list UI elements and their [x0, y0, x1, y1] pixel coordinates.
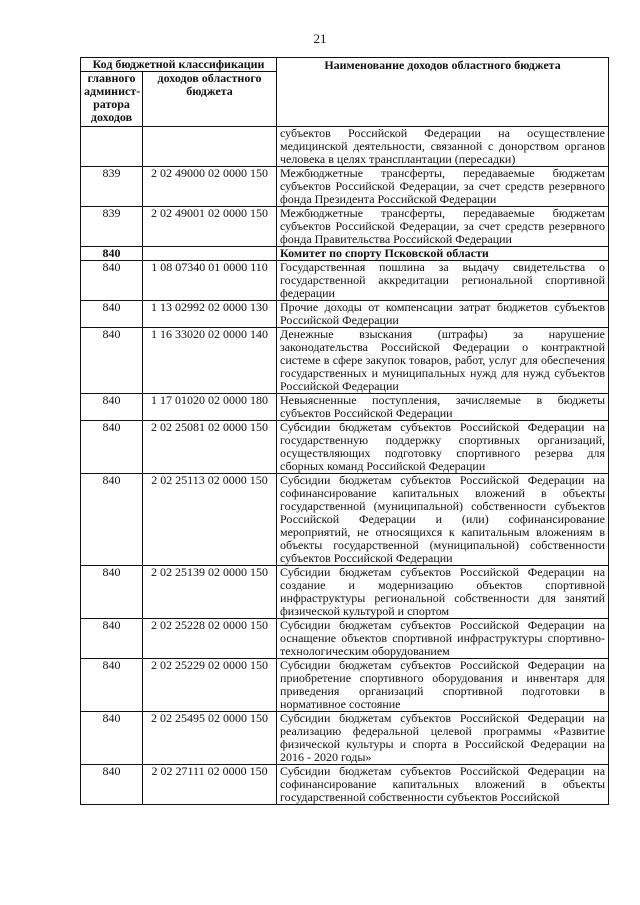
revenue-code-cell: [143, 127, 277, 167]
revenue-name-cell: Субсидии бюджетам субъектов Российской Федерации на создание и модернизацию объектов спортивной инфраструктуры региональной собственности для занятий физической культурой и спортом: [277, 566, 609, 619]
revenue-classification-table: [80, 57, 609, 805]
admin-code-cell: 839: [81, 167, 143, 207]
table-row: [81, 566, 609, 619]
table-row: [81, 261, 609, 301]
revenue-code-cell: [143, 247, 277, 261]
revenue-name-cell: Субсидии бюджетам субъектов Российской Федерации на приобретение спортивного оборудования и инвентаря для приведения организаций спортивной подготовки в нормативное состояние: [277, 659, 609, 712]
header-regional-revenue-code: доходов областного бюджета: [143, 72, 277, 127]
revenue-code-cell: 2 02 25113 02 0000 150: [143, 474, 277, 566]
revenue-code-cell: 2 02 25228 02 0000 150: [143, 619, 277, 659]
revenue-name-cell: Денежные взыскания (штрафы) за нарушение законодательства Российской Федерации о контрактной системе в сфере закупок товаров, работ, услуг для обеспечения государственных и муниципальных нужд для нужд субъектов Российской Федерации: [277, 328, 609, 394]
admin-code-cell: 840: [81, 261, 143, 301]
admin-code-cell: [81, 127, 143, 167]
admin-code-cell: 840: [81, 474, 143, 566]
admin-code-cell: 840: [81, 394, 143, 421]
admin-code-cell: 840: [81, 247, 143, 261]
revenue-name-cell: Государственная пошлина за выдачу свидетельства о государственной аккредитации региональной спортивной федерации: [277, 261, 609, 301]
revenue-code-cell: 1 17 01020 02 0000 180: [143, 394, 277, 421]
table-row: [81, 394, 609, 421]
revenue-code-cell: 1 16 33020 02 0000 140: [143, 328, 277, 394]
revenue-code-cell: 1 13 02992 02 0000 130: [143, 301, 277, 328]
revenue-name-cell: Субсидии бюджетам субъектов Российской Федерации на оснащение объектов спортивной инфраструктуры спортивно-технологическим оборудованием: [277, 619, 609, 659]
revenue-name-cell: субъектов Российской Федерации на осуществление медицинской деятельности, связанной с донорством органов человека в целях трансплантации (пересадки): [277, 127, 609, 167]
admin-code-cell: 840: [81, 566, 143, 619]
revenue-name-cell: Субсидии бюджетам субъектов Российской Федерации на государственную поддержку спортивных организаций, осуществляющих подготовку спортивного резерва для сборных команд Российской Федерации: [277, 421, 609, 474]
revenue-code-cell: 2 02 25139 02 0000 150: [143, 566, 277, 619]
revenue-code-cell: 2 02 25081 02 0000 150: [143, 421, 277, 474]
revenue-name-cell: Прочие доходы от компенсации затрат бюджетов субъектов Российской Федерации: [277, 301, 609, 328]
admin-code-cell: 840: [81, 301, 143, 328]
admin-code-cell: 840: [81, 712, 143, 765]
admin-code-cell: 840: [81, 619, 143, 659]
table-row: [81, 301, 609, 328]
revenue-name-cell: Межбюджетные трансферты, передаваемые бюджетам субъектов Российской Федерации, за счет средств резервного фонда Правительства Российской Федерации: [277, 207, 609, 247]
section-row: [81, 247, 609, 261]
revenue-name-cell: Субсидии бюджетам субъектов Российской Федерации на реализацию федеральной целевой программы «Развитие физической культуры и спорта в Российской Федерации на 2016 - 2020 годы»: [277, 712, 609, 765]
page-number: 21: [313, 31, 327, 46]
revenue-name-cell: Комитет по спорту Псковской области: [277, 247, 609, 261]
table-row: [81, 421, 609, 474]
revenue-code-cell: 2 02 25229 02 0000 150: [143, 659, 277, 712]
admin-code-cell: 840: [81, 765, 143, 805]
table-row: [81, 659, 609, 712]
revenue-code-cell: 2 02 49001 02 0000 150: [143, 207, 277, 247]
table-row: [81, 207, 609, 247]
table-row: [81, 127, 609, 167]
revenue-code-cell: 2 02 25495 02 0000 150: [143, 712, 277, 765]
admin-code-cell: 839: [81, 207, 143, 247]
header-budget-classification: Код бюджетной классификации: [81, 58, 277, 72]
revenue-name-cell: Межбюджетные трансферты, передаваемые бюджетам субъектов Российской Федерации, за счет средств резервного фонда Президента Российской Федерации: [277, 167, 609, 207]
revenue-name-cell: Невыясненные поступления, зачисляемые в бюджеты субъектов Российской Федерации: [277, 394, 609, 421]
revenue-name-cell: Субсидии бюджетам субъектов Российской Федерации на софинансирование капитальных вложений в объекты государственной собственности субъектов Российской: [277, 765, 609, 805]
revenue-name-cell: Субсидии бюджетам субъектов Российской Федерации на софинансирование капитальных вложений в объекты государственной (муниципальной) собственности субъектов Российской Федерации и (или) софинансирование мероприятий, не относящихся к капитальным вложениям в объекты государственной (муниципальной) собственности субъектов Российской Федерации: [277, 474, 609, 566]
header-chief-administrator: главного админист-ратора доходов: [81, 72, 143, 127]
admin-code-cell: 840: [81, 328, 143, 394]
admin-code-cell: 840: [81, 421, 143, 474]
table-row: [81, 474, 609, 566]
table-row: [81, 167, 609, 207]
admin-code-cell: 840: [81, 659, 143, 712]
revenue-code-cell: 2 02 49000 02 0000 150: [143, 167, 277, 207]
table-row: [81, 619, 609, 659]
revenue-code-cell: 2 02 27111 02 0000 150: [143, 765, 277, 805]
table-row: [81, 328, 609, 394]
revenue-code-cell: 1 08 07340 01 0000 110: [143, 261, 277, 301]
header-revenue-name: Наименование доходов областного бюджета: [277, 58, 609, 127]
table-row: [81, 765, 609, 805]
table-row: [81, 712, 609, 765]
